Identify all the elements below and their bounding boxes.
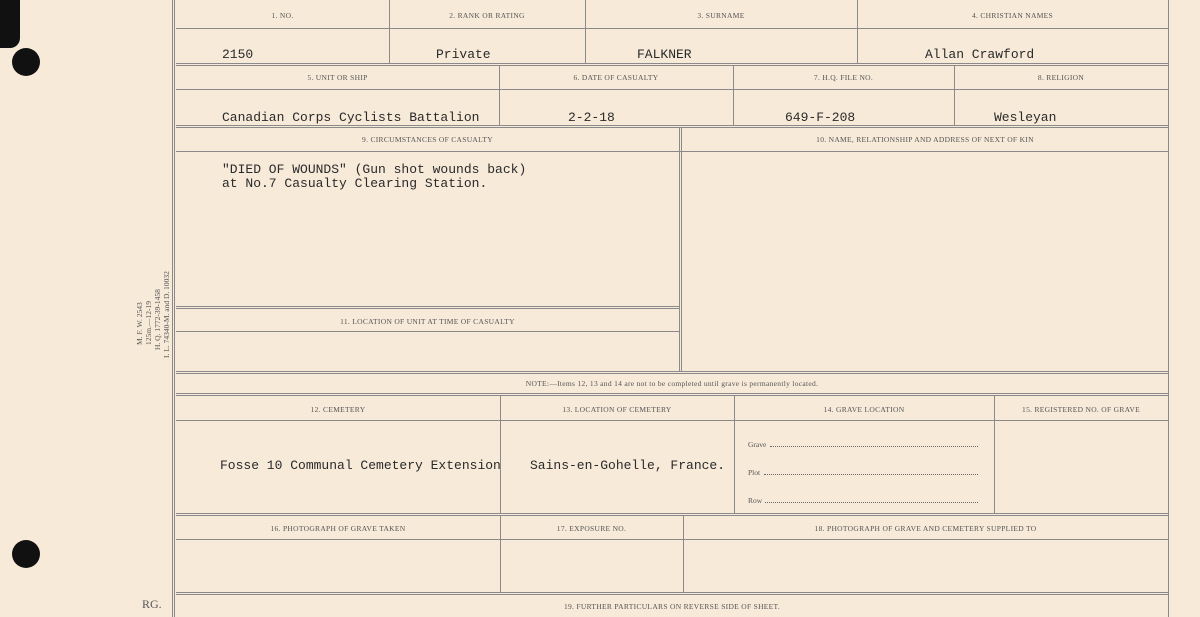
punch-hole-top (12, 48, 40, 76)
label-rank: 2. RANK OR RATING (449, 11, 525, 20)
label-hq-file: 7. H.Q. FILE NO. (813, 73, 874, 82)
location-unit-rule (176, 331, 679, 332)
label-location-cemetery: 13. LOCATION OF CEMETERY (562, 405, 672, 414)
row1-divider-1 (389, 0, 390, 64)
label-no: 1. NO. (271, 11, 294, 20)
value-location-cemetery: Sains-en-Gohelle, France. (530, 458, 726, 473)
right-rule (1168, 0, 1169, 617)
label-date-casualty: 6. DATE OF CASUALTY (573, 73, 659, 82)
row3-label-rule (176, 151, 1168, 152)
corner-mark: RG. (142, 597, 162, 611)
row4-label-rule (176, 420, 1168, 421)
value-religion: Wesleyan (994, 110, 1057, 125)
card-notch (0, 0, 20, 48)
value-cemetery: Fosse 10 Communal Cemetery Extension (220, 458, 501, 473)
label-surname: 3. SURNAME (697, 11, 745, 20)
label-grave-location: 14. GRAVE LOCATION (823, 405, 905, 414)
label-exposure: 17. EXPOSURE NO. (556, 524, 627, 533)
label-circumstances: 9. CIRCUMSTANCES OF CASUALTY (362, 135, 493, 144)
row1-divider-2 (585, 0, 586, 64)
margin-rule (172, 0, 175, 617)
row4-bottom-rule (176, 513, 1168, 516)
side-print-3: H. Q. 1772-39-1458 (153, 289, 162, 350)
row1-label-rule (176, 28, 1168, 29)
value-circumstances-line2: at No.7 Casualty Clearing Station. (222, 176, 488, 191)
row1-divider-3 (857, 0, 858, 64)
note-bottom-rule (176, 393, 1168, 396)
label-grave: Grave (748, 440, 767, 449)
label-row: Row (748, 496, 763, 505)
row2-label-rule (176, 89, 1168, 90)
side-print-2: 125m.—12-19 (144, 301, 153, 345)
row3-mid-rule (176, 306, 679, 309)
value-circumstances-line1: "DIED OF WOUNDS" (Gun shot wounds back) (222, 162, 527, 177)
label-religion: 8. RELIGION (1037, 73, 1085, 82)
plot-line (764, 474, 978, 475)
value-hq-file: 649-F-208 (785, 110, 856, 125)
label-unit: 5. UNIT OR SHIP (307, 73, 368, 82)
value-date-casualty: 2-2-18 (568, 110, 615, 125)
row1-bottom-rule (176, 63, 1168, 66)
side-print-4: I. L. 74340-M. and D. 10032 (162, 271, 171, 358)
row3-bottom-rule (176, 371, 1168, 374)
row-line (765, 502, 978, 503)
label-location-unit: 11. LOCATION OF UNIT AT TIME OF CASUALTY (340, 317, 515, 326)
value-no: 2150 (222, 47, 254, 62)
label-cemetery: 12. CEMETERY (310, 405, 366, 414)
value-unit: Canadian Corps Cyclists Battalion (222, 110, 480, 125)
side-print-1: M. F. W. 2543 (135, 302, 144, 345)
value-surname: FALKNER (637, 47, 692, 62)
row5-bottom-rule (176, 592, 1168, 595)
label-photo-taken: 16. PHOTOGRAPH OF GRAVE TAKEN (270, 524, 406, 533)
label-photo-supplied: 18. PHOTOGRAPH OF GRAVE AND CEMETERY SUPPLIED TO (814, 524, 1037, 533)
punch-hole-bottom (12, 540, 40, 568)
value-rank: Private (436, 47, 491, 62)
value-christian-names: Allan Crawford (925, 47, 1035, 62)
label-plot: Plot (748, 468, 761, 477)
row2-bottom-rule (176, 125, 1168, 128)
label-christian-names: 4. CHRISTIAN NAMES (971, 11, 1054, 20)
label-next-of-kin: 10. NAME, RELATIONSHIP AND ADDRESS OF NEXT OF KIN (816, 135, 1034, 144)
label-further: 19. FURTHER PARTICULARS ON REVERSE SIDE OF SHEET. (563, 602, 781, 611)
note-text: NOTE:—Items 12, 13 and 14 are not to be completed until grave is permanently located. (525, 379, 819, 388)
grave-line (770, 446, 978, 447)
label-registered-no: 15. REGISTERED NO. OF GRAVE (1022, 405, 1140, 414)
row3-divider (679, 128, 682, 372)
row5-label-rule (176, 539, 1168, 540)
